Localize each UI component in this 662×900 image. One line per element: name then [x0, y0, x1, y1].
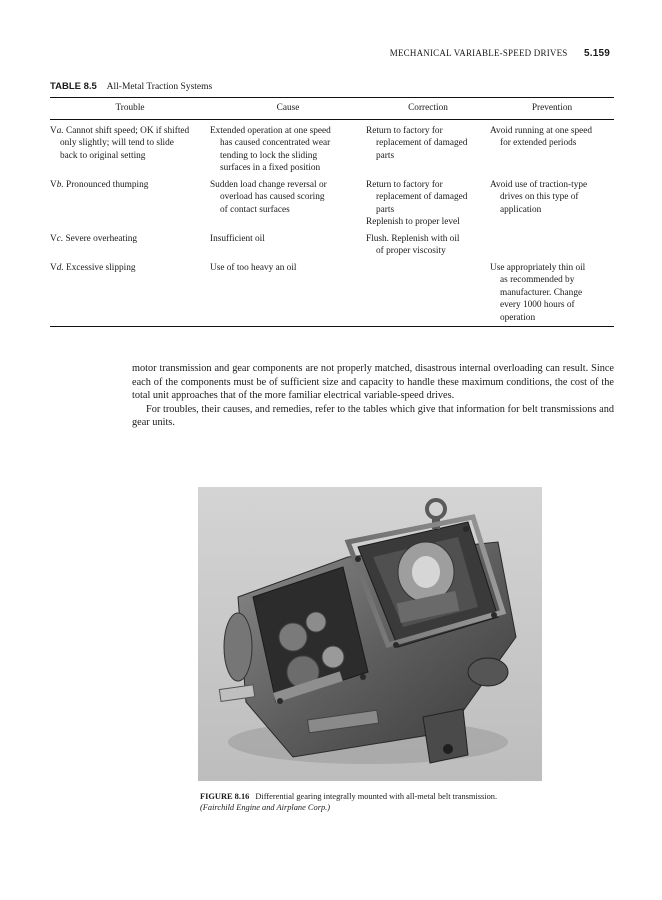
trouble-text: Severe overheating — [65, 233, 138, 244]
cell-trouble — [50, 262, 210, 327]
body-text — [132, 362, 614, 430]
table-row — [50, 179, 614, 233]
body-paragraph-1: motor transmission and gear components are not properly matched, disastrous internal overloading can result. Since each of the components must be of sufficient size and capacity to handle these maximum conditions, the cost of the total unit approaches that of the more familiar electrical variable-speed drives. — [132, 363, 614, 402]
header-trouble: Trouble — [115, 103, 145, 113]
trouble-text: Cannot shift speed; OK if shifted — [66, 125, 190, 136]
cause-text: tending to lock the sliding — [220, 150, 318, 161]
trouble-text: back to original setting — [60, 150, 146, 161]
correction-text: parts — [376, 204, 395, 215]
trouble-text: Excessive slipping — [66, 262, 136, 273]
prevention-text: for extended periods — [500, 138, 577, 148]
prevention-text: Avoid running at one speed — [490, 125, 593, 136]
prevention-text: drives on this type of — [500, 192, 579, 202]
cause-text: Use of too heavy an oil — [210, 262, 297, 273]
correction-text: replacement of damaged — [376, 138, 468, 148]
cause-text: Extended operation at one speed — [210, 125, 331, 136]
cause-text: has caused concentrated wear — [220, 138, 331, 148]
cell-trouble — [50, 119, 210, 179]
table-row — [50, 119, 614, 179]
prevention-text: Avoid use of traction-type — [490, 179, 588, 190]
troubleshooting-table — [50, 97, 614, 327]
prevention-text: every 1000 hours of — [500, 300, 575, 310]
table-row — [50, 262, 614, 327]
header-prevention: Prevention — [531, 103, 573, 113]
cell-trouble — [50, 179, 210, 233]
trouble-first-line — [50, 262, 206, 275]
trouble-text: only slightly; will tend to slide — [60, 138, 174, 148]
cell-cause — [210, 233, 366, 262]
figure-caption-text: Differential gearing integrally mounted with all-metal belt transmission. — [255, 792, 498, 801]
page-number: 5.159 — [583, 48, 610, 59]
correction-text: Flush. Replenish with oil — [366, 233, 460, 244]
cell-prevention — [490, 262, 614, 327]
trouble-first-line — [50, 125, 206, 138]
correction-text: Return to factory for — [366, 125, 443, 136]
trouble-code-letter: a. — [56, 125, 64, 136]
correction-text: of proper viscosity — [376, 246, 446, 256]
trouble-first-line — [50, 179, 206, 192]
table-row — [50, 233, 614, 262]
correction-text: parts — [376, 150, 395, 161]
trouble-first-line — [50, 233, 206, 246]
transmission-photo-illustration — [198, 487, 542, 781]
trouble-code-prefix: V — [50, 233, 57, 244]
prevention-text: operation — [500, 312, 536, 323]
cell-prevention — [490, 179, 614, 233]
header-cause: Cause — [276, 103, 300, 113]
trouble-code-letter: d. — [56, 262, 64, 273]
cell-cause — [210, 262, 366, 327]
figure-caption — [200, 791, 497, 813]
cell-correction — [366, 179, 490, 233]
cause-text: surfaces in a fixed position — [220, 163, 321, 173]
correction-text: Replenish to proper level — [366, 217, 460, 227]
figure-photo — [198, 487, 542, 781]
trouble-code-letter: c. — [56, 233, 64, 244]
trouble-code-letter: b. — [56, 179, 64, 190]
prevention-text: Use appropriately thin oil — [490, 262, 586, 273]
table-header-row — [50, 98, 614, 120]
cause-text: overload has caused scoring — [220, 192, 325, 202]
header-correction: Correction — [408, 103, 448, 113]
cell-trouble — [50, 233, 210, 262]
figure-credit: (Fairchild Engine and Airplane Corp.) — [200, 803, 331, 812]
cell-correction — [366, 262, 490, 327]
cell-correction — [366, 119, 490, 179]
trouble-code-prefix: V — [50, 125, 57, 136]
running-head — [390, 48, 610, 59]
prevention-text: application — [500, 204, 542, 215]
trouble-code-prefix: V — [50, 262, 57, 273]
cause-text: Insufficient oil — [210, 233, 265, 244]
trouble-text: Pronounced thumping — [66, 179, 149, 190]
trouble-code-prefix: V — [50, 179, 57, 190]
correction-text: Return to factory for — [366, 179, 443, 190]
cell-correction — [366, 233, 490, 262]
correction-text: replacement of damaged — [376, 192, 468, 202]
cell-cause — [210, 179, 366, 233]
prevention-text: manufacturer. Change — [500, 287, 583, 298]
table-title: All-Metal Traction Systems — [106, 82, 213, 92]
cell-prevention — [490, 119, 614, 179]
table-caption — [50, 81, 212, 92]
running-head-section: MECHANICAL VARIABLE-SPEED DRIVES — [389, 48, 568, 58]
cause-text: Sudden load change reversal or — [210, 179, 327, 190]
figure-label: FIGURE 8.16 — [200, 792, 250, 801]
cell-cause — [210, 119, 366, 179]
body-paragraph-2: For troubles, their causes, and remedies, refer to the tables which give that information for belt transmissions and gear units. — [132, 403, 614, 429]
cell-prevention — [490, 233, 614, 262]
table-label: TABLE 8.5 — [50, 81, 97, 92]
cause-text: of contact surfaces — [220, 204, 290, 215]
prevention-text: as recommended by — [500, 275, 575, 285]
table-body — [50, 119, 614, 327]
